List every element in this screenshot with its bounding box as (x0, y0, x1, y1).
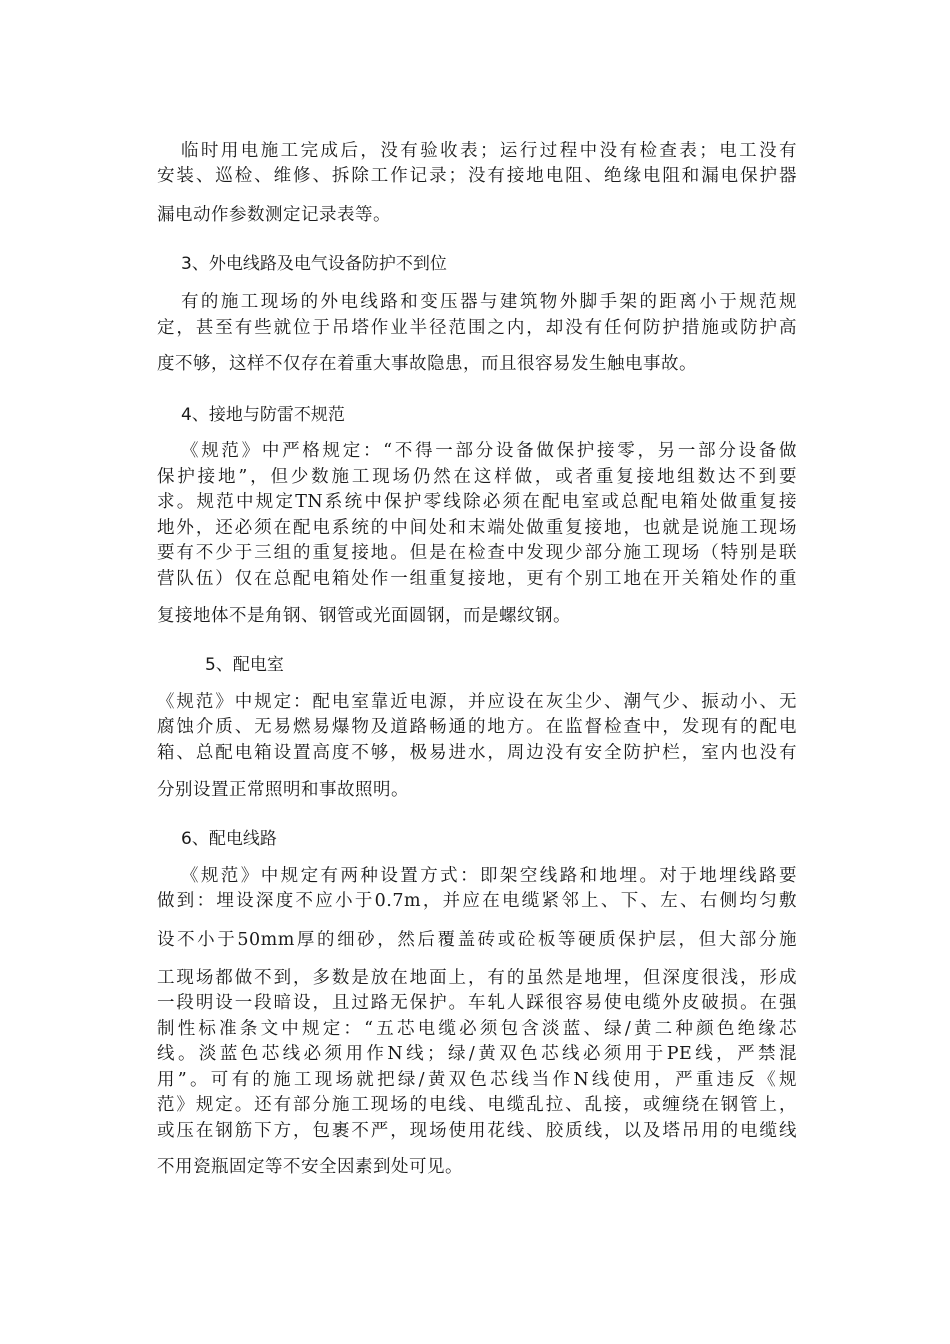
paragraph-line: 求。规范中规定TN系统中保护零线除必须在配电室或总配电箱处做重复接 (157, 492, 797, 512)
paragraph-line: 保护接地”，但少数施工现场仍然在这样做，或者重复接地组数达不到要 (157, 467, 797, 487)
paragraph-line: 《规范》中严格规定：“不得一部分设备做保护接零，另一部分设备做 (181, 441, 797, 461)
section-heading: 4、接地与防雷不规范 (181, 405, 345, 425)
paragraph-line: 用”。可有的施工现场就把绿/黄双色芯线当作N线使用，严重违反《规 (157, 1070, 797, 1090)
section-heading: 3、外电线路及电气设备防护不到位 (181, 254, 447, 274)
paragraph-line: 《规范》中规定有两种设置方式：即架空线路和地埋。对于地埋线路要 (181, 866, 797, 886)
paragraph-line: 地外，还必须在配电系统的中间处和末端处做重复接地，也就是说施工现场 (157, 518, 797, 538)
paragraph-line: 要有不少于三组的重复接地。但是在检查中发现少部分施工现场（特别是联 (157, 543, 797, 563)
paragraph-line: 一段明设一段暗设，且过路无保护。车轧人踩很容易使电缆外皮破损。在强 (157, 993, 797, 1013)
paragraph-line: 做到：埋设深度不应小于0.7m，并应在电缆紧邻上、下、左、右侧均匀敷 (157, 891, 797, 911)
paragraph-line: 度不够，这样不仅存在着重大事故隐患，而且很容易发生触电事故。 (157, 354, 697, 374)
paragraph-line: 临时用电施工完成后，没有验收表；运行过程中没有检查表；电工没有 (181, 141, 797, 161)
paragraph-line: 有的施工现场的外电线路和变压器与建筑物外脚手架的距离小于规范规 (181, 292, 797, 312)
paragraph-line: 设不小于50mm厚的细砂，然后覆盖砖或砼板等硬质保护层，但大部分施 (157, 930, 797, 950)
paragraph-line: 箱、总配电箱设置高度不够，极易进水，周边没有安全防护栏，室内也没有 (157, 743, 797, 763)
paragraph-line: 腐蚀介质、无易燃易爆物及道路畅通的地方。在监督检查中，发现有的配电 (157, 717, 797, 737)
paragraph-line: 或压在钢筋下方，包裹不严，现场使用花线、胶质线，以及塔吊用的电缆线 (157, 1121, 797, 1141)
paragraph-line: 制性标准条文中规定：“五芯电缆必须包含淡蓝、绿/黄二种颜色绝缘芯 (157, 1019, 797, 1039)
paragraph-line: 复接地体不是角钢、钢管或光面圆钢，而是螺纹钢。 (157, 606, 571, 626)
paragraph-line: 定，甚至有些就位于吊塔作业半径范围之内，却没有任何防护措施或防护高 (157, 318, 797, 338)
paragraph-line: 不用瓷瓶固定等不安全因素到处可见。 (157, 1157, 463, 1177)
paragraph-line: 分别设置正常照明和事故照明。 (157, 780, 409, 800)
paragraph-line: 营队伍）仅在总配电箱处作一组重复接地，更有个别工地在开关箱处作的重 (157, 569, 797, 589)
paragraph-line: 漏电动作参数测定记录表等。 (157, 205, 391, 225)
section-heading: 6、配电线路 (181, 829, 277, 849)
paragraph-line: 工现场都做不到，多数是放在地面上，有的虽然是地埋，但深度很浅，形成 (157, 968, 797, 988)
paragraph-line: 《规范》中规定：配电室靠近电源，并应设在灰尘少、潮气少、振动小、无 (157, 692, 797, 712)
paragraph-line: 安装、巡检、维修、拆除工作记录；没有接地电阻、绝缘电阻和漏电保护器 (157, 166, 797, 186)
paragraph-line: 范》规定。还有部分施工现场的电线、电缆乱拉、乱接，或缠绕在钢管上， (157, 1095, 797, 1115)
paragraph-line: 线。淡蓝色芯线必须用作N线；绿/黄双色芯线必须用于PE线，严禁混 (157, 1044, 797, 1064)
section-heading: 5、配电室 (205, 655, 284, 675)
